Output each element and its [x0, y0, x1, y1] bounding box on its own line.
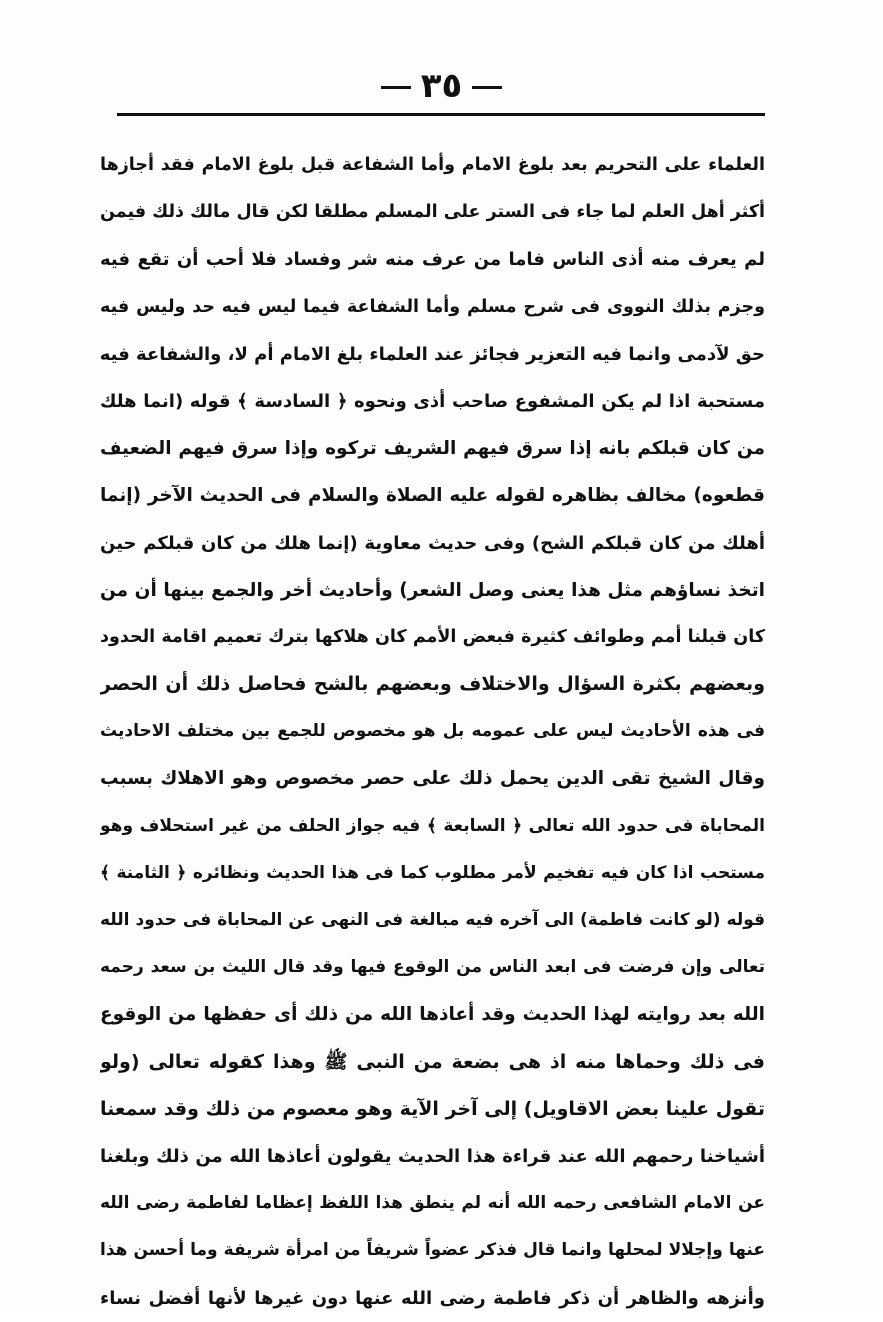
text-line: من كان قبلكم بانه إذا سرق فيهم الشريف تركوه وإذا سرق فيهم الضعيف	[100, 438, 765, 460]
text-line: عنها وإجلالا لمحلها وانما قال فذكر عضواً شريفاً من امرأة شريفة وما أحسن هذا	[100, 1240, 765, 1261]
header-rule	[117, 113, 765, 116]
text-line: فى ذلك وحماها منه اذ هى بضعة من النبى ﷺ وهذا كقوله تعالى (ولو	[100, 1050, 765, 1073]
text-line: فى هذه الأحاديث ليس على عمومه بل هو مخصوص للجمع بين مختلف الاحاديث	[100, 721, 765, 742]
text-line: وقال الشيخ تقى الدين يحمل ذلك على حصر مخصوص وهو الاهلاك بسبب	[100, 768, 765, 790]
text-line: قطعوه) مخالف بظاهره لقوله عليه الصلاة والسلام فى الحديث الآخر (إنما	[100, 485, 765, 507]
text-line: العلماء على التحريم بعد بلوغ الامام وأما الشفاعة قبل بلوغ الامام فقد أجازها	[100, 155, 765, 175]
text-line: الله بعد روايته لهذا الحديث وقد أعاذها الله من ذلك أى حفظها من الوقوع	[100, 1004, 765, 1026]
text-line: مستحب اذا كان فيه تفخيم لأمر مطلوب كما فى هذا الحديث ونظائره ﴿ الثامنة ﴾	[100, 862, 765, 883]
text-line: وبعضهم بكثرة السؤال والاختلاف وبعضهم بالشح فحاصل ذلك أن الحصر	[100, 673, 765, 696]
text-line: أكثر أهل العلم لما جاء فى الستر على المسلم مطلقا لكن قال مالك ذلك فيمن	[100, 202, 765, 223]
body-text	[100, 142, 765, 1322]
text-line: وأنزهه والظاهر أن ذكر فاطمة رضى الله عنها دون غيرها لأنها أفضل نساء	[100, 1287, 765, 1309]
page-number	[0, 66, 883, 106]
text-line: أهلك من كان قبلكم الشح) وفى حديث معاوية (إنما هلك من كان قبلكم حين	[100, 532, 765, 554]
page-number-value: ٣٥	[420, 66, 463, 106]
text-line: أشياخنا رحمهم الله عند قراءة هذا الحديث يقولون أعاذها الله من ذلك وبلغنا	[100, 1145, 765, 1167]
text-line: قوله (لو كانت فاطمة) الى آخره فيه مبالغة فى النهى عن المحاباة فى حدود الله	[100, 910, 765, 930]
text-line: اتخذ نساؤهم مثل هذا يعنى وصل الشعر) وأحاديث أخر والجمع بينها أن من	[100, 579, 765, 601]
text-line: تعالى وإن فرضت فى ابعد الناس من الوقوع فيها وقد قال الليث بن سعد رحمه	[100, 957, 765, 978]
text-line: مستحبة اذا لم يكن المشفوع صاحب أذى ونحوه ﴿ السادسة ﴾ قوله (انما هلك	[100, 390, 765, 412]
text-line: تقول علينا بعض الاقاويل) إلى آخر الآية وهو معصوم من ذلك وقد سمعنا	[100, 1097, 765, 1120]
page-number-dash-right	[381, 86, 411, 89]
page-number-dash-left	[472, 86, 502, 89]
text-line: كان قبلنا أمم وطوائف كثيرة فبعض الأمم كان هلاكها بترك تعميم اقامة الحدود	[100, 626, 765, 647]
text-line: عن الامام الشافعى رحمه الله أنه لم ينطق هذا اللفظ إعظاما لفاطمة رضى الله	[100, 1193, 765, 1214]
text-line: لم يعرف منه أذى الناس فاما من عرف منه شر وفساد فلا أحب أن تقع فيه	[100, 249, 765, 271]
text-line: وجزم بذلك النووى فى شرح مسلم وأما الشفاعة فيما ليس فيه حد وليس فيه	[100, 296, 765, 317]
text-line: المحاباة فى حدود الله تعالى ﴿ السابعة ﴾ فيه جواز الحلف من غير استحلاف وهو	[100, 815, 765, 836]
text-line: حق لآدمى وانما فيه التعزير فجائز عند العلماء بلغ الامام أم لا، والشفاعة فيه	[100, 343, 765, 365]
